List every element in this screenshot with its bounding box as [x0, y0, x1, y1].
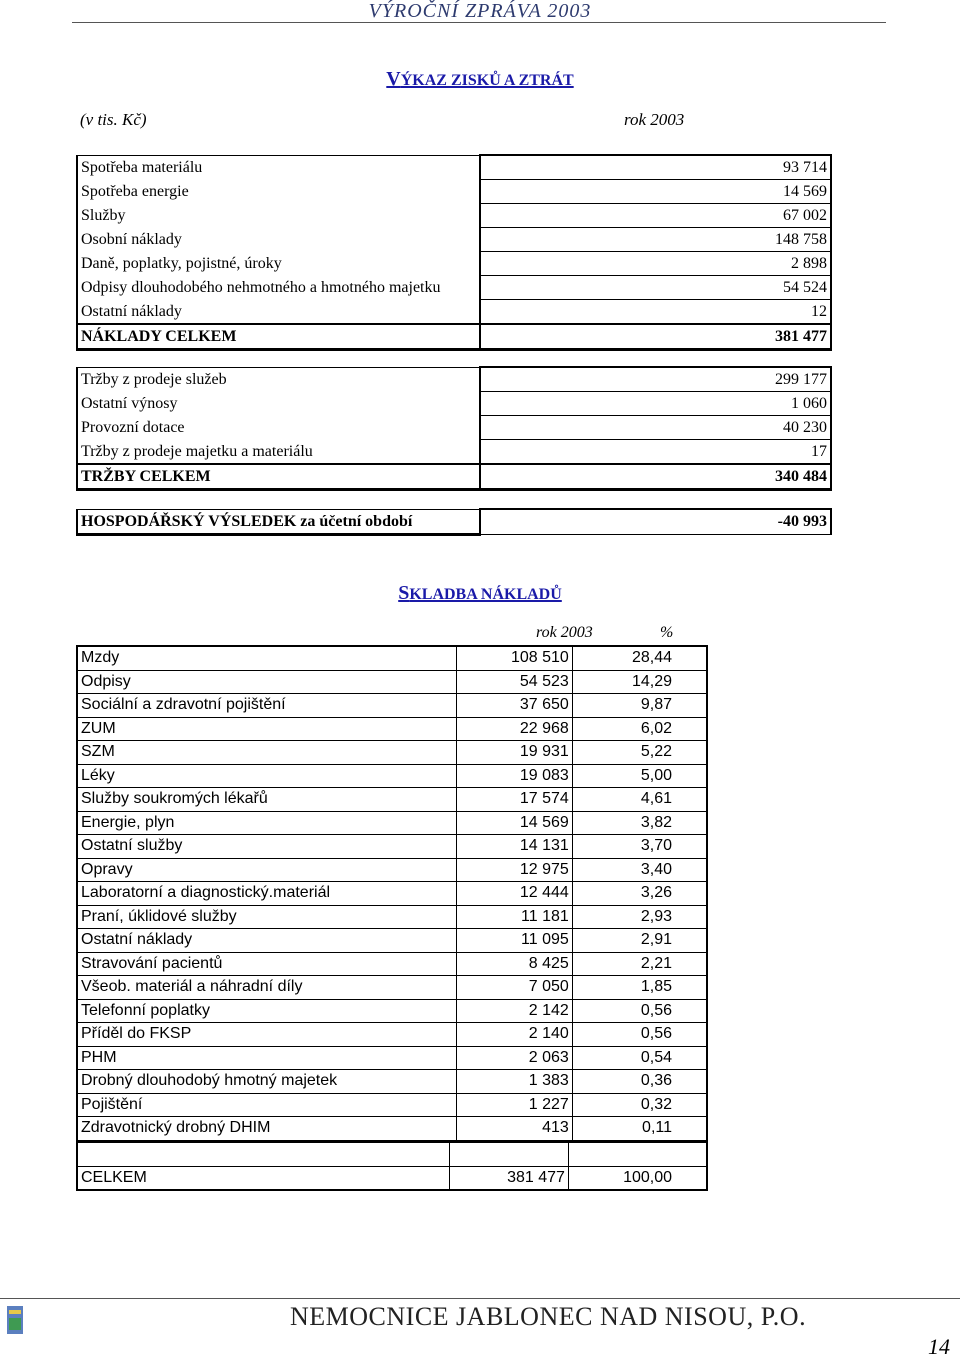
composition-pct: 4,61: [572, 788, 707, 812]
cost-total-row: [77, 324, 831, 350]
composition-total-value: 381 477: [450, 1166, 569, 1190]
composition-pct: 3,26: [572, 882, 707, 906]
cost-row: [77, 276, 831, 300]
composition-row: [77, 1117, 707, 1141]
revenue-label: Provozní dotace: [77, 416, 480, 440]
composition-label: Všeob. materiál a náhradní díly: [77, 976, 456, 1000]
cost-value: 14 569: [480, 180, 831, 204]
cost-label: Spotřeba materiálu: [77, 155, 480, 180]
composition-value: 54 523: [456, 670, 572, 694]
composition-value: 17 574: [456, 788, 572, 812]
composition-pct: 0,11: [572, 1117, 707, 1141]
composition-row: [77, 999, 707, 1023]
composition-total-label: CELKEM: [77, 1166, 450, 1190]
composition-row: [77, 788, 707, 812]
cost-label: Spotřeba energie: [77, 180, 480, 204]
revenue-value: 40 230: [480, 416, 831, 440]
composition-value: 7 050: [456, 976, 572, 1000]
composition-label: Ostatní služby: [77, 835, 456, 859]
composition-pct: 3,82: [572, 811, 707, 835]
composition-label: Mzdy: [77, 646, 456, 670]
composition-row: [77, 835, 707, 859]
composition-row: [77, 929, 707, 953]
composition-label: Pojištění: [77, 1093, 456, 1117]
composition-value: 1 227: [456, 1093, 572, 1117]
composition-row: [77, 976, 707, 1000]
cost-label: Osobní náklady: [77, 228, 480, 252]
cost-composition-table: [76, 645, 708, 1141]
cost-value: 12: [480, 300, 831, 325]
composition-value: 2 142: [456, 999, 572, 1023]
composition-label: Odpisy: [77, 670, 456, 694]
composition-value: 2 140: [456, 1023, 572, 1047]
composition-pct: 2,91: [572, 929, 707, 953]
revenue-row: [77, 367, 831, 392]
cost-value: 2 898: [480, 252, 831, 276]
composition-label: Sociální a zdravotní pojištění: [77, 694, 456, 718]
composition-pct: 2,21: [572, 952, 707, 976]
footer-organization: NEMOCNICE JABLONEC NAD NISOU, P.O.: [290, 1302, 807, 1331]
composition-pct: 6,02: [572, 717, 707, 741]
composition-label: Telefonní poplatky: [77, 999, 456, 1023]
composition-row: [77, 694, 707, 718]
composition-pct: 0,32: [572, 1093, 707, 1117]
cost-row: [77, 252, 831, 276]
composition-label: Léky: [77, 764, 456, 788]
composition-pct: 5,22: [572, 741, 707, 765]
composition-value: 37 650: [456, 694, 572, 718]
result-table: [76, 508, 832, 536]
composition-label: Drobný dlouhodobý hmotný majetek: [77, 1070, 456, 1094]
composition-label: Příděl do FKSP: [77, 1023, 456, 1047]
revenue-total-row: [77, 464, 831, 490]
composition-year-header: rok 2003: [536, 624, 593, 641]
composition-pct: 0,56: [572, 999, 707, 1023]
composition-label: PHM: [77, 1046, 456, 1070]
composition-row: [77, 1070, 707, 1094]
composition-row: [77, 882, 707, 906]
composition-label: SZM: [77, 741, 456, 765]
composition-spacer-row: [77, 1142, 707, 1166]
cost-composition-total-table: [76, 1141, 708, 1191]
result-row: [77, 509, 831, 534]
revenue-row: [77, 440, 831, 465]
income-statement-title: VÝKAZ ZISKŮ A ZTRÁT: [386, 68, 574, 90]
cost-label: Služby: [77, 204, 480, 228]
composition-value: 12 975: [456, 858, 572, 882]
page-number: 14: [928, 1334, 950, 1359]
cost-label: Odpisy dlouhodobého nehmotného a hmotného majetku: [77, 276, 480, 300]
composition-label: Stravování pacientů: [77, 952, 456, 976]
composition-pct: 5,00: [572, 764, 707, 788]
composition-value: 11 095: [456, 929, 572, 953]
revenue-label: Tržby z prodeje majetku a materiálu: [77, 440, 480, 465]
composition-row: [77, 811, 707, 835]
footer-divider: [0, 1298, 960, 1299]
revenues-total-value: 340 484: [480, 464, 831, 490]
composition-row: [77, 905, 707, 929]
revenue-label: Tržby z prodeje služeb: [77, 367, 480, 392]
composition-label: Služby soukromých lékařů: [77, 788, 456, 812]
composition-row: [77, 952, 707, 976]
cost-composition-title: SKLADBA NÁKLADŮ: [398, 582, 562, 604]
unit-label: (v tis. Kč): [80, 110, 147, 129]
composition-value: 14 131: [456, 835, 572, 859]
costs-total-label: NÁKLADY CELKEM: [77, 324, 480, 350]
composition-pct: 0,36: [572, 1070, 707, 1094]
composition-row: [77, 670, 707, 694]
cost-label: Daně, poplatky, pojistné, úroky: [77, 252, 480, 276]
composition-label: Opravy: [77, 858, 456, 882]
result-label: HOSPODÁŘSKÝ VÝSLEDEK za účetní období: [77, 509, 480, 534]
cost-value: 93 714: [480, 155, 831, 180]
composition-label: Ostatní náklady: [77, 929, 456, 953]
composition-row: [77, 646, 707, 670]
composition-total-pct: 100,00: [568, 1166, 707, 1190]
composition-pct: 0,56: [572, 1023, 707, 1047]
result-value: -40 993: [480, 509, 831, 534]
composition-row: [77, 764, 707, 788]
composition-row: [77, 1093, 707, 1117]
composition-pct: 0,54: [572, 1046, 707, 1070]
composition-value: 1 383: [456, 1070, 572, 1094]
hospital-logo-icon: [6, 1304, 24, 1336]
composition-value: 22 968: [456, 717, 572, 741]
cost-value: 148 758: [480, 228, 831, 252]
composition-row: [77, 1023, 707, 1047]
composition-label: Laboratorní a diagnostický.materiál: [77, 882, 456, 906]
composition-pct: 28,44: [572, 646, 707, 670]
cost-value: 54 524: [480, 276, 831, 300]
composition-pct: 2,93: [572, 905, 707, 929]
composition-value: 14 569: [456, 811, 572, 835]
revenue-row: [77, 392, 831, 416]
composition-row: [77, 858, 707, 882]
composition-row: [77, 717, 707, 741]
composition-label: ZUM: [77, 717, 456, 741]
composition-pct-header: %: [660, 624, 674, 641]
header-divider: [72, 22, 886, 23]
costs-total-value: 381 477: [480, 324, 831, 350]
revenue-label: Ostatní výnosy: [77, 392, 480, 416]
revenue-value: 299 177: [480, 367, 831, 392]
revenue-value: 1 060: [480, 392, 831, 416]
composition-row: [77, 741, 707, 765]
cost-row: [77, 180, 831, 204]
composition-label: Praní, úklidové služby: [77, 905, 456, 929]
revenue-row: [77, 416, 831, 440]
revenues-total-label: TRŽBY CELKEM: [77, 464, 480, 490]
composition-value: 19 083: [456, 764, 572, 788]
composition-pct: 9,87: [572, 694, 707, 718]
composition-value: 12 444: [456, 882, 572, 906]
report-header-title: VÝROČNÍ ZPRÁVA 2003: [368, 0, 592, 22]
composition-pct: 1,85: [572, 976, 707, 1000]
composition-pct: 14,29: [572, 670, 707, 694]
cost-label: Ostatní náklady: [77, 300, 480, 325]
composition-label: Energie, plyn: [77, 811, 456, 835]
composition-value: 19 931: [456, 741, 572, 765]
composition-label: Zdravotnický drobný DHIM: [77, 1117, 456, 1141]
composition-pct: 3,40: [572, 858, 707, 882]
cost-value: 67 002: [480, 204, 831, 228]
revenue-value: 17: [480, 440, 831, 465]
composition-value: 2 063: [456, 1046, 572, 1070]
cost-row: [77, 155, 831, 180]
composition-value: 108 510: [456, 646, 572, 670]
composition-pct: 3,70: [572, 835, 707, 859]
revenues-table: [76, 366, 832, 491]
composition-row: [77, 1046, 707, 1070]
costs-table: [76, 154, 832, 351]
cost-row: [77, 300, 831, 325]
composition-value: 8 425: [456, 952, 572, 976]
composition-value: 11 181: [456, 905, 572, 929]
composition-total-row: [77, 1166, 707, 1190]
cost-row: [77, 204, 831, 228]
year-label: rok 2003: [624, 110, 685, 129]
cost-row: [77, 228, 831, 252]
composition-value: 413: [456, 1117, 572, 1141]
